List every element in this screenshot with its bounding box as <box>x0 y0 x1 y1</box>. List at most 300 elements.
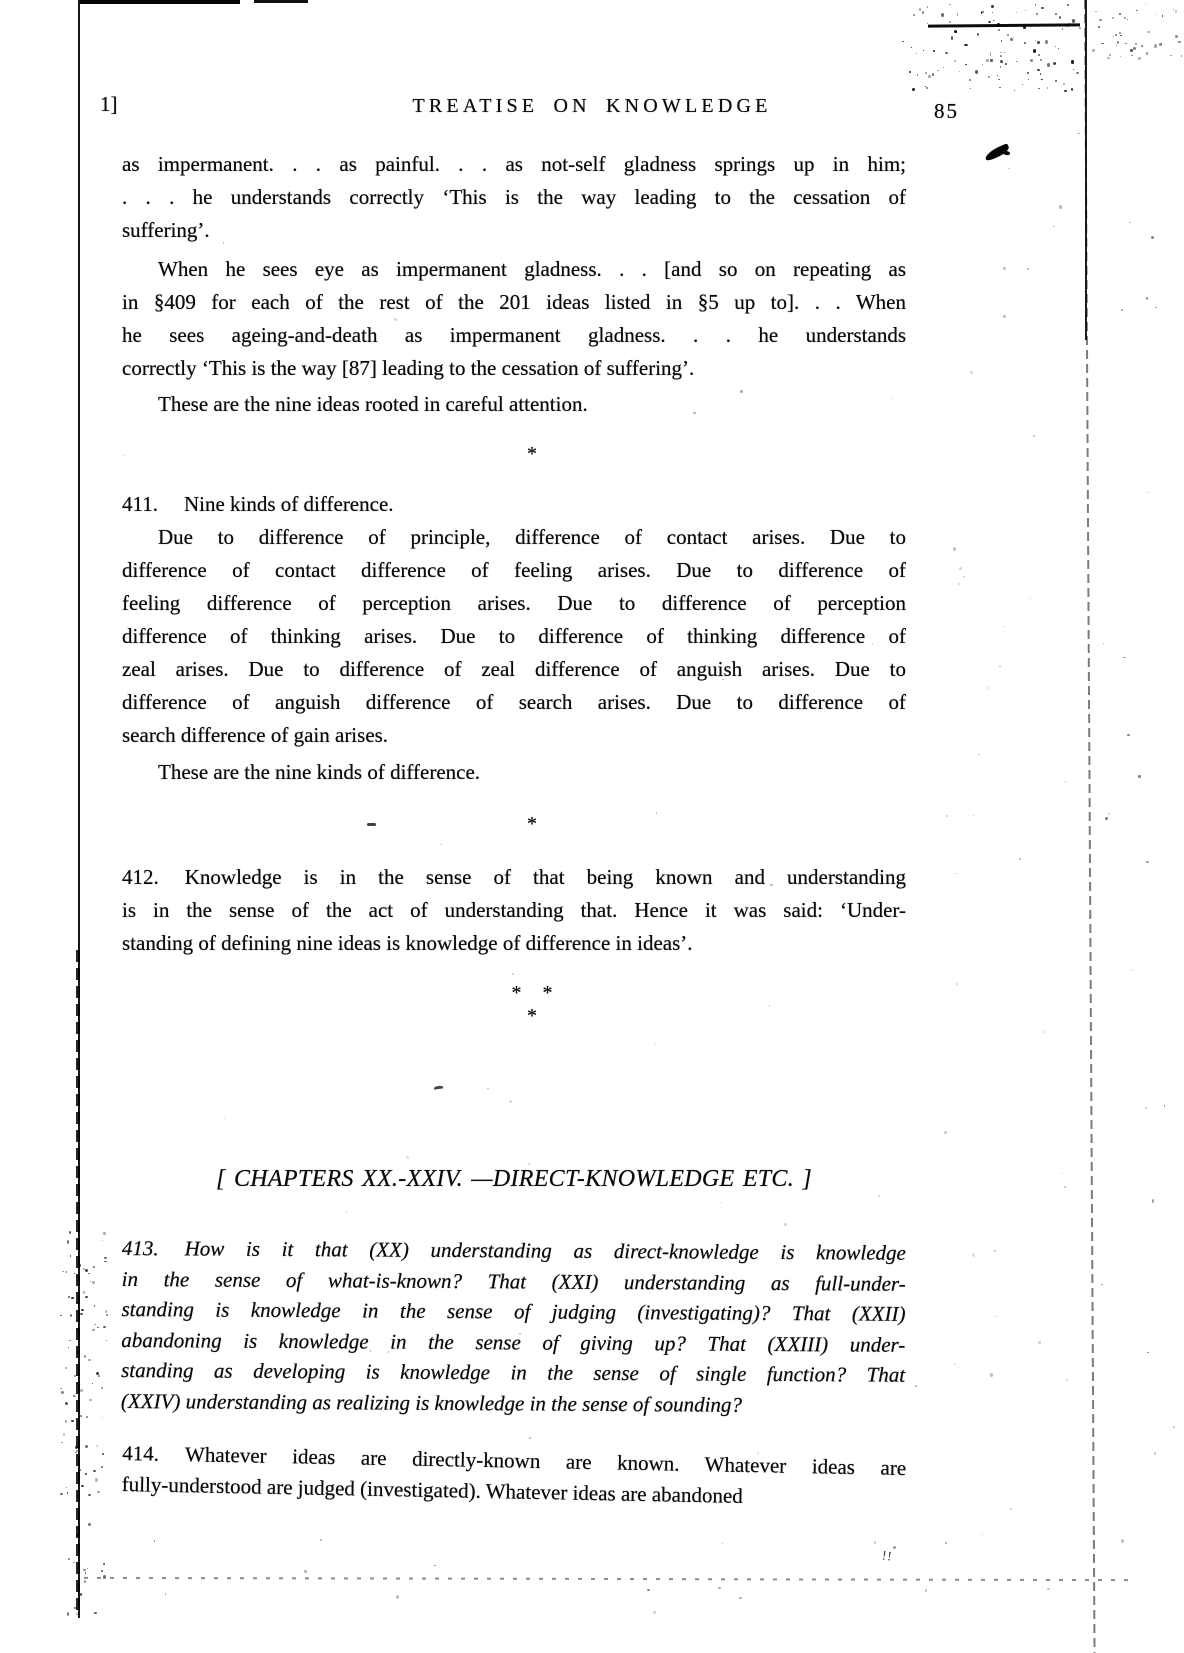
scan-speckle <box>73 1562 74 1563</box>
scan-speckle <box>1037 69 1040 72</box>
section-separator <box>122 441 906 467</box>
scan-speckle <box>165 1593 166 1595</box>
scan-speckle <box>1127 19 1128 20</box>
scan-speckle <box>304 1570 307 1573</box>
scan-speckle <box>103 1326 106 1328</box>
scan-speckle <box>1047 1588 1050 1591</box>
scan-speckle <box>102 1240 104 1242</box>
scan-speckle <box>88 1523 91 1526</box>
scan-speckle <box>927 23 929 24</box>
scan-speckle <box>1041 7 1043 9</box>
scan-speckle <box>988 687 990 689</box>
scan-noise-line <box>928 23 1080 27</box>
scan-speckle <box>787 585 788 586</box>
scan-speckle <box>103 1232 105 1235</box>
scan-speckle <box>1033 49 1036 53</box>
scan-speckle <box>1154 1452 1157 1455</box>
scan-speckle <box>1115 34 1118 37</box>
scan-speckle <box>68 1347 69 1348</box>
scan-speckle <box>1155 307 1157 308</box>
scan-speckle <box>926 87 928 88</box>
scan-speckle <box>1121 309 1123 312</box>
scan-speckle <box>957 13 959 15</box>
scan-speckle <box>1119 32 1121 34</box>
scan-speckle <box>722 1543 723 1544</box>
scan-speckle <box>1136 10 1138 12</box>
scan-speckle <box>66 1487 67 1488</box>
scan-speckle <box>1000 52 1001 53</box>
scan-speckle <box>1066 1379 1068 1381</box>
asterisk-separator: * <box>527 813 537 835</box>
scan-speckle <box>1133 47 1136 50</box>
paragraph <box>121 1233 906 1421</box>
section-number: 411. <box>122 492 158 516</box>
scan-speckle <box>1170 55 1172 56</box>
scan-speckle <box>1129 222 1131 223</box>
scan-speckle <box>103 1575 106 1579</box>
text-line: correctly ‘This is the way [87] leading to the cessation of suffering’. <box>122 356 695 380</box>
scan-speckle <box>1005 63 1007 65</box>
scan-speckle <box>740 390 743 392</box>
scan-speckle <box>994 1250 997 1252</box>
scan-speckle <box>970 88 972 90</box>
scan-speckle <box>946 815 949 818</box>
text-line: 414. Whatever ideas are directly-known are known. Whatever ideas are <box>122 1441 907 1481</box>
scan-speckle <box>991 5 994 8</box>
text-line: in the sense of what-is-known? That (XXI) understanding as full-under- <box>121 1266 906 1296</box>
scan-speckle <box>1120 35 1122 37</box>
scan-speckle <box>647 1589 650 1591</box>
scan-speckle <box>396 1595 399 1599</box>
scan-speckle <box>80 1389 83 1392</box>
scan-speckle <box>84 1355 87 1358</box>
scan-speckle <box>1121 1539 1124 1543</box>
scan-speckle <box>101 1570 103 1572</box>
scan-speckle <box>958 583 960 585</box>
page-title: TREATISE ON KNOWLEDGE <box>412 95 772 117</box>
scan-speckle <box>1098 26 1100 28</box>
scan-speckle <box>1151 236 1154 239</box>
text-line: fully-understood are judged (investigated). Whatever ideas are abandoned <box>121 1471 744 1508</box>
scan-speckle <box>998 29 1000 31</box>
scan-artifact-top-bar <box>80 0 240 4</box>
text-line: . . . he understands correctly ‘This is the way leading to the cessation of <box>122 185 906 209</box>
scan-speckle <box>70 1314 73 1317</box>
scan-speckle <box>988 21 991 23</box>
scan-speckle <box>978 754 980 756</box>
scan-speckle <box>975 70 978 74</box>
scan-speckle <box>949 21 951 22</box>
scan-speckle <box>105 1310 108 1313</box>
scan-speckle <box>1141 45 1144 48</box>
text-line: difference of contact difference of feeling arises. Due to difference of <box>122 558 906 582</box>
text-line: standing is knowledge in the sense of judging (investigating)? That (XXII) <box>121 1296 906 1326</box>
scan-speckle <box>80 1593 82 1596</box>
scan-speckle <box>80 1313 83 1316</box>
section-separator-triangle <box>122 982 906 1028</box>
text-line: search difference of gain arises. <box>122 723 389 747</box>
section-heading <box>122 488 906 521</box>
scan-speckle <box>97 1327 100 1329</box>
scan-speckle <box>106 1340 107 1341</box>
scan-speckle <box>1147 1352 1149 1353</box>
scan-speckle <box>80 1415 82 1417</box>
scan-speckle <box>83 1268 85 1270</box>
scan-speckle <box>945 1542 947 1544</box>
scan-speckle <box>959 567 962 570</box>
scan-speckle <box>434 1565 436 1567</box>
scan-speckle <box>911 47 912 49</box>
scan-speckle <box>1010 1508 1012 1510</box>
scan-speckle <box>1022 84 1023 85</box>
scan-speckle <box>720 1202 721 1203</box>
scan-speckle <box>1058 48 1059 49</box>
scan-speckle <box>1005 1344 1006 1345</box>
scan-speckle <box>919 8 921 11</box>
scan-speckle <box>67 1240 69 1243</box>
scan-speckle <box>101 1387 103 1389</box>
text-line: in §409 for each of the rest of the 201 ideas listed in §5 up to]. . . When <box>122 290 906 314</box>
scan-speckle <box>1064 1186 1066 1188</box>
text-line: These are the nine kinds of difference. <box>158 760 481 784</box>
scan-speckle <box>1025 10 1026 11</box>
scan-speckle <box>394 318 397 321</box>
scan-speckle <box>66 1271 67 1273</box>
scan-speckle <box>106 1314 108 1316</box>
scan-speckle <box>981 11 984 13</box>
scan-speckle <box>1173 1426 1175 1428</box>
paragraph <box>122 756 906 789</box>
scan-speckle <box>990 1373 993 1377</box>
scan-speckle <box>1113 36 1114 37</box>
scan-speckle <box>927 6 928 8</box>
scan-speckle <box>1181 55 1182 57</box>
scan-speckle <box>60 1388 62 1389</box>
scan-speckle <box>95 1478 98 1482</box>
scan-speckle <box>941 13 944 17</box>
scan-speckle <box>769 1005 771 1007</box>
scan-speckle <box>912 88 915 91</box>
scan-speckle <box>1001 40 1003 42</box>
scan-speckle <box>944 1131 947 1135</box>
scan-speckle <box>1145 3 1147 5</box>
scan-speckle <box>81 1309 84 1311</box>
scan-speckle <box>909 71 911 73</box>
scan-speckle <box>1007 34 1009 36</box>
section-separator <box>122 811 906 837</box>
scan-speckle <box>1145 1107 1147 1109</box>
scan-speckle <box>1059 205 1062 209</box>
scan-speckle <box>959 71 960 72</box>
scan-speckle <box>1055 80 1057 82</box>
scan-speckle <box>62 1271 63 1272</box>
scan-speckle <box>1040 73 1042 75</box>
scan-speckle <box>1003 267 1006 271</box>
scan-speckle <box>874 1541 876 1544</box>
scan-speckle <box>953 547 956 551</box>
scan-speckle <box>1030 597 1032 599</box>
left-page-edge <box>76 950 80 1612</box>
scan-speckle <box>85 1269 88 1272</box>
scan-speckle <box>1138 775 1140 778</box>
scan-speckle <box>999 87 1001 89</box>
scan-speckle <box>1035 40 1037 41</box>
scan-speckle <box>73 1395 75 1398</box>
scan-speckle <box>973 815 974 816</box>
scan-speckle <box>1059 16 1062 19</box>
scan-speckle <box>1065 781 1066 783</box>
text-line: abandoning is knowledge in the sense of giving up? That (XXIII) under- <box>121 1327 906 1357</box>
scan-speckle <box>83 1291 85 1294</box>
scan-speckle <box>1077 133 1080 135</box>
scan-speckle <box>1147 492 1148 493</box>
scan-speckle <box>1146 861 1149 863</box>
scan-speckle <box>1071 88 1073 91</box>
scan-speckle <box>988 76 990 78</box>
scan-speckle <box>1003 315 1006 319</box>
scan-speckle <box>1101 1284 1102 1285</box>
scan-speckle <box>1146 52 1148 55</box>
scan-speckle <box>67 1492 69 1494</box>
scan-speckle <box>1000 66 1001 67</box>
right-page-edge <box>1084 0 1096 1653</box>
scan-speckle <box>1016 12 1017 13</box>
scan-speckle <box>71 1297 74 1300</box>
scan-speckle <box>88 1273 90 1275</box>
scan-speckle <box>346 1211 347 1212</box>
scan-speckle <box>1055 46 1056 47</box>
scan-speckle <box>1021 1311 1022 1312</box>
scan-speckle <box>1099 19 1102 21</box>
scan-speckle <box>81 1485 84 1487</box>
scan-speckle <box>85 1572 86 1574</box>
scan-speckle <box>893 1546 896 1549</box>
scan-speckle <box>928 75 931 78</box>
scan-speckle <box>175 579 177 581</box>
text-line: difference of thinking arises. Due to difference of thinking difference of <box>122 624 906 648</box>
scan-speckle <box>1127 734 1130 736</box>
scan-speckle <box>1014 90 1016 91</box>
scan-speckle <box>1092 49 1095 52</box>
scan-speckle <box>61 1391 64 1394</box>
text-line: as impermanent. . . as painful. . . as not-self gladness springs up in him; <box>122 152 906 176</box>
scan-speckle <box>653 1611 656 1614</box>
scan-speckle <box>956 983 958 985</box>
scan-speckle <box>68 1296 70 1298</box>
paragraph <box>121 1438 906 1515</box>
scan-speckle <box>982 64 984 66</box>
scan-speckle <box>954 30 957 33</box>
scan-speckle <box>68 1558 71 1560</box>
scan-speckle <box>1155 14 1156 15</box>
scan-speckle <box>1125 43 1127 45</box>
scan-speckle <box>1047 63 1050 67</box>
scan-speckle <box>1063 83 1065 85</box>
scan-speckle <box>1164 1105 1165 1107</box>
scan-speckle <box>999 665 1001 668</box>
scan-speckle <box>85 1473 87 1475</box>
scan-speckle <box>1131 55 1133 56</box>
scan-speckle <box>954 1363 956 1366</box>
asterisk-separator: * * <box>511 982 553 1004</box>
scan-speckle <box>923 50 924 52</box>
footnote-mark: !! <box>881 1547 894 1564</box>
scan-speckle <box>739 1597 742 1599</box>
scan-speckle <box>925 72 927 74</box>
paragraph <box>122 388 906 421</box>
scan-speckle <box>1175 35 1178 38</box>
scan-speckle <box>977 33 980 36</box>
scan-speckle <box>990 59 993 63</box>
scan-speckle <box>1109 54 1111 57</box>
scan-speckle <box>1030 59 1033 62</box>
scan-speckle <box>1047 87 1048 89</box>
scan-speckle <box>1028 79 1029 80</box>
scan-speckle <box>1067 4 1069 6</box>
scan-speckle <box>1062 1173 1063 1174</box>
scan-speckle <box>71 1420 74 1422</box>
section-number: 414. <box>122 1441 160 1466</box>
ink-smudge <box>983 143 1010 162</box>
scan-speckle <box>1053 62 1056 65</box>
scan-speckle <box>92 1281 95 1285</box>
scan-speckle <box>1043 1031 1045 1033</box>
scan-speckle <box>1072 19 1075 23</box>
scan-speckle <box>60 1315 61 1316</box>
scan-speckle <box>1162 15 1164 16</box>
scan-speckle <box>986 59 989 62</box>
page-number: 85 <box>934 99 959 123</box>
scan-speckle <box>1071 60 1074 63</box>
scan-speckle <box>1173 9 1174 10</box>
text-line: he sees ageing-and-death as impermanent gladness. . . he understands <box>122 323 906 347</box>
scan-speckle <box>1101 43 1104 45</box>
section-number: 412. <box>122 865 159 889</box>
scan-speckle <box>70 1255 72 1257</box>
scan-speckle <box>1159 43 1162 46</box>
scan-speckle <box>1123 657 1125 658</box>
text-line: Due to difference of principle, difference of contact arises. Due to <box>158 525 906 549</box>
text-line: standing as developing is knowledge in the sense of single function? That <box>121 1357 906 1387</box>
scan-speckle <box>969 79 971 81</box>
scan-speckle <box>320 1539 322 1541</box>
scan-speckle <box>85 1445 88 1448</box>
scan-speckle <box>84 1580 86 1583</box>
scan-speckle <box>964 230 965 231</box>
scan-speckle <box>67 1612 70 1616</box>
scan-speckle <box>718 1587 720 1589</box>
scan-speckle <box>902 41 905 43</box>
paragraph <box>122 521 906 752</box>
scan-speckle <box>1000 55 1003 57</box>
scan-speckle <box>1019 858 1022 860</box>
scan-speckle <box>925 1589 927 1592</box>
chapter-heading: [ CHAPTERS XX.-XXIV. —DIRECT-KNOWLEDGE ETC. ] <box>216 1166 812 1192</box>
scan-speckle <box>104 1261 106 1263</box>
paragraph <box>122 253 906 385</box>
scan-speckle <box>1105 817 1108 819</box>
scan-speckle <box>964 151 965 153</box>
scan-speckle <box>949 4 951 5</box>
scan-speckle <box>1066 24 1069 27</box>
text-line: suffering’. <box>122 218 210 242</box>
scan-speckle <box>1055 13 1057 15</box>
section-number: 413. <box>121 1236 159 1261</box>
scan-speckle <box>97 1445 99 1446</box>
scan-speckle <box>1067 991 1068 993</box>
scan-speckle <box>970 371 973 374</box>
text-line: is in the sense of the act of understanding that. Hence it was said: ‘Under- <box>122 898 906 922</box>
scan-speckle <box>1131 969 1133 971</box>
scan-speckle <box>87 1568 88 1569</box>
scan-speckle <box>1008 168 1010 170</box>
paragraph <box>122 861 906 960</box>
scan-speckle <box>943 67 944 68</box>
scan-speckle <box>1035 4 1037 6</box>
scan-speckle <box>1037 41 1040 44</box>
scan-speckle <box>1062 28 1063 30</box>
scan-speckle <box>945 52 948 54</box>
scan-speckle <box>937 70 939 72</box>
scan-speckle <box>932 73 935 75</box>
scan-speckle <box>98 1375 100 1377</box>
scan-speckle <box>102 1417 103 1419</box>
scan-speckle <box>1152 1199 1154 1202</box>
scan-speckle <box>1016 61 1018 63</box>
stray-dash-mark <box>367 823 376 826</box>
scan-speckle <box>1040 59 1042 62</box>
scan-speckle <box>1064 90 1067 92</box>
scan-speckle <box>1178 41 1181 43</box>
scan-speckle <box>1154 44 1157 47</box>
scan-speckle <box>757 1452 759 1454</box>
scan-speckle <box>1138 57 1141 60</box>
asterisk-separator: * <box>527 1005 537 1027</box>
scan-speckle <box>1013 1056 1014 1057</box>
scan-speckle <box>1076 72 1079 74</box>
scan-speckle <box>1120 56 1122 57</box>
scan-speckle <box>94 1612 97 1614</box>
scan-speckle <box>1119 13 1121 16</box>
text-line: zeal arises. Due to difference of zeal difference of anguish arises. Due to <box>122 657 906 681</box>
scan-speckle <box>104 1257 107 1259</box>
scan-speckle <box>94 1324 96 1325</box>
text-line: These are the nine ideas rooted in careful attention. <box>158 392 588 416</box>
scan-speckle <box>1027 72 1028 74</box>
scan-speckle <box>1023 26 1026 29</box>
scan-speckle <box>1103 643 1104 644</box>
scan-speckle <box>1038 88 1040 89</box>
scan-speckle <box>1147 31 1150 33</box>
scan-speckle <box>83 1569 85 1571</box>
text-line: feeling difference of perception arises. Due to difference of perception <box>122 591 906 615</box>
scan-speckle <box>61 1442 63 1443</box>
scan-speckle <box>998 79 1000 81</box>
scan-speckle <box>89 1399 92 1402</box>
scan-speckle <box>77 1584 79 1587</box>
scan-speckle <box>1027 268 1029 270</box>
text-line: When he sees eye as impermanent gladness. . . [and so on repeating as <box>158 257 906 281</box>
scan-speckle <box>154 1540 156 1542</box>
scan-artifact-top-bar <box>254 0 308 3</box>
text-line: standing of defining nine ideas is knowledge of difference in ideas’. <box>122 931 693 955</box>
scan-speckle <box>965 64 967 66</box>
scan-speckle <box>1004 626 1005 627</box>
scan-speckle <box>951 36 954 40</box>
scan-speckle <box>1033 435 1036 437</box>
scan-speckle <box>1079 27 1081 29</box>
scan-speckle <box>103 1563 105 1564</box>
